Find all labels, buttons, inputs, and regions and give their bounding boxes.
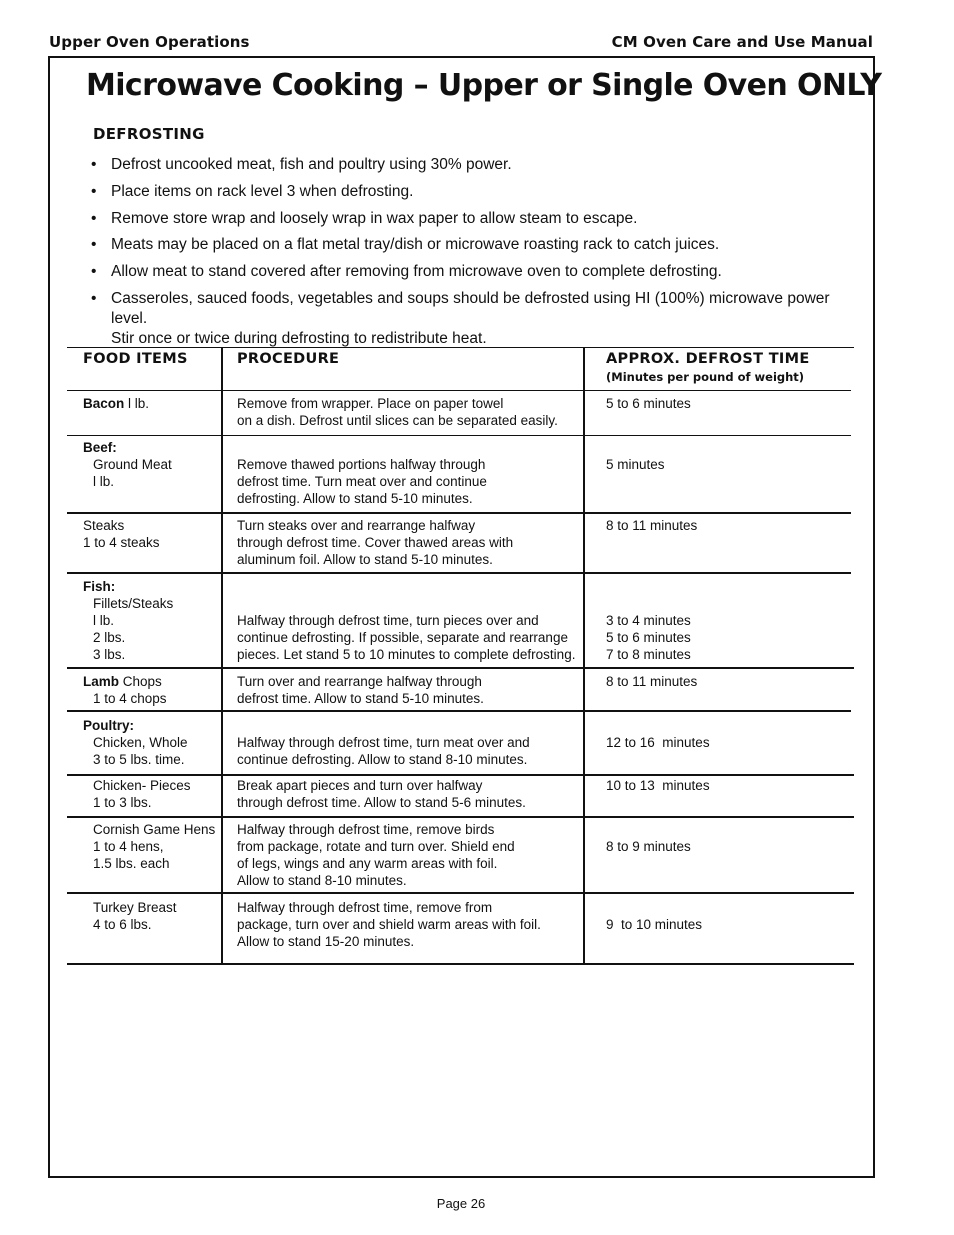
table-row-bacon-time: 5 to 6 minutes [606,396,691,411]
running-header-manual: CM Oven Care and Use Manual [611,33,873,51]
list-item: • Meats may be placed on a flat metal tray/dish or microwave roasting rack to catch juices. [90,235,860,255]
table-row-chicken-pieces-time: 10 to 13 minutes [606,778,710,793]
column-header-time-note: (Minutes per pound of weight) [606,370,805,384]
table-row-ground-meat-time: 5 minutes [606,457,665,472]
table-row-steaks-procedure: Turn steaks over and rearrange halfway through defrost time. Cover thawed areas with aluminum foil. Allow to stand 5-10 minutes. [237,518,514,567]
table-row-chicken-whole-procedure: Halfway through defrost time, turn meat over and continue defrosting. Allow to stand 8-10 minutes. [237,735,530,767]
page-title: Microwave Cooking – Upper or Single Oven ONLY [86,68,882,103]
table-row-turkey-food: Turkey Breast 4 to 6 lbs. [93,900,177,932]
list-item-continuation: Stir once or twice during defrosting to redistribute heat. [111,329,487,347]
table-row-steaks-food: Steaks 1 to 4 steaks [83,518,160,550]
column-header-food: FOOD ITEMS [83,351,188,367]
table-row-chicken-pieces-food: Chicken- Pieces 1 to 3 lbs. [93,778,191,810]
column-header-time: APPROX. DEFROST TIME [606,351,810,367]
table-row-lamb-procedure: Turn over and rearrange halfway through defrost time. Allow to stand 5-10 minutes. [237,674,484,706]
running-header-section: Upper Oven Operations [49,33,250,51]
table-row-chicken-whole-food: Chicken, Whole 3 to 5 lbs. time. [93,735,188,767]
table-row-chicken-pieces-procedure: Break apart pieces and turn over halfway through defrost time. Allow to stand 5-6 minutes. [237,778,526,810]
defrosting-tips-list [90,155,860,349]
table-group-beef: Beef: [83,440,117,455]
list-item: • Remove store wrap and loosely wrap in wax paper to allow steam to escape. [90,209,860,229]
table-row-steaks-time: 8 to 11 minutes [606,518,698,533]
table-row-ground-meat-procedure: Remove thawed portions halfway through defrost time. Turn meat over and continue defrosting. Allow to stand 5-10 minutes. [237,457,487,506]
table-row-ground-meat-food: Ground Meat l lb. [93,457,172,489]
food-name: Lamb [83,674,120,689]
table-row-fish-time: 3 to 4 minutes 5 to 6 minutes 7 to 8 minutes [606,613,691,662]
list-item: • Defrost uncooked meat, fish and poultry using 30% power. [90,155,860,175]
table-row-turkey-time: 9 to 10 minutes [606,917,703,932]
food-quantity: l lb. [124,396,150,411]
table-group-fish: Fish: [83,579,116,594]
table-group-poultry: Poultry: [83,718,135,733]
column-header-procedure: PROCEDURE [237,351,340,367]
page-number: Page 26 [436,1196,486,1211]
list-item: • Place items on rack level 3 when defrosting. [90,182,860,202]
table-row-fish-food: Fillets/Steaks l lb. 2 lbs. 3 lbs. [93,596,174,662]
list-item-text: Casseroles, sauced foods, vegetables and soups should be defrosted using HI (100%) microwave power level. [111,289,830,327]
table-row-lamb-quantity: 1 to 4 chops [93,691,167,706]
list-item: • Allow meat to stand covered after removing from microwave oven to complete defrosting. [90,262,860,282]
food-name: Bacon [83,396,125,411]
food-cut: Chops [119,674,162,689]
table-row-turkey-procedure: Halfway through defrost time, remove from package, turn over and shield warm areas with foil. Allow to stand 15-20 minutes. [237,900,541,949]
table-row-cornish-procedure: Halfway through defrost time, remove birds from package, rotate and turn over. Shield end of legs, wings and any warm areas with foil. Allow to stand 8-10 minutes. [237,822,515,888]
section-heading-defrosting: DEFROSTING [93,125,205,143]
table-row-cornish-food: Cornish Game Hens 1 to 4 hens, 1.5 lbs. each [93,822,216,871]
table-row-chicken-whole-time: 12 to 16 minutes [606,735,710,750]
list-item [90,289,860,349]
table-row-bacon-procedure: Remove from wrapper. Place on paper towel on a dish. Defrost until slices can be separated easily. [237,396,558,428]
table-row-fish-procedure: Halfway through defrost time, turn pieces over and continue defrosting. If possible, separate and rearrange pieces. Let stand 5 to 10 minutes to complete defrosting. [237,613,576,662]
table-row-lamb-time: 8 to 11 minutes [606,674,698,689]
table-row-cornish-time: 8 to 9 minutes [606,839,691,854]
